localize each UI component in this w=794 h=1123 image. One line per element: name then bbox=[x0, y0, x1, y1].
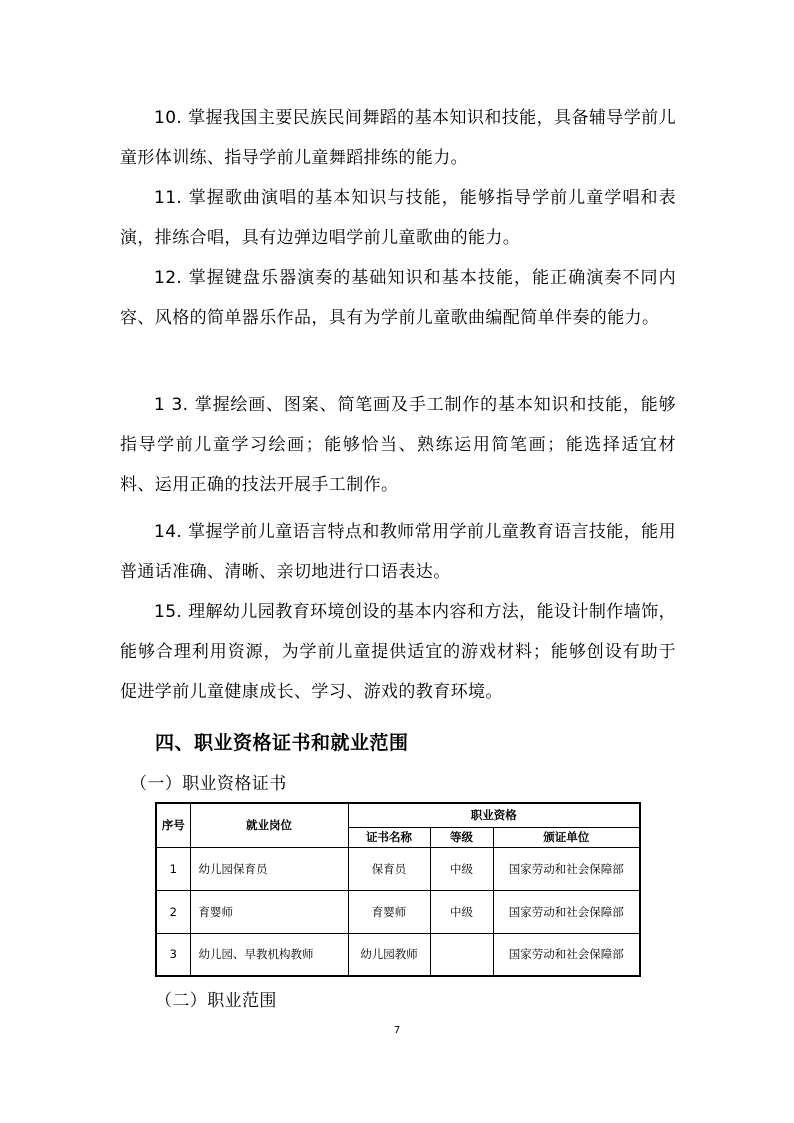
paragraph-14: 14. 掌握学前儿童语言特点和教师常用学前儿童教育语言技能，能用普通话准确、清晰、亲切地进行口语表达。 bbox=[120, 522, 676, 582]
cell-cert-name: 保育员 bbox=[348, 847, 430, 890]
cell-post: 幼儿园、早教机构教师 bbox=[190, 933, 348, 976]
page-number: 7 bbox=[393, 1025, 401, 1036]
header-qualification: 职业资格 bbox=[348, 803, 640, 827]
header-issuer: 颁证单位 bbox=[493, 827, 640, 847]
cell-cert-name: 幼儿园教师 bbox=[348, 933, 430, 976]
header-level: 等级 bbox=[430, 827, 493, 847]
table-row bbox=[156, 890, 640, 933]
paragraph-11: 11. 掌握歌曲演唱的基本知识与技能，能够指导学前儿童学唱和表演，排练合唱，具有边弹边唱学前儿童歌曲的能力。 bbox=[120, 188, 676, 248]
cell-level: 中级 bbox=[430, 890, 493, 933]
cell-level bbox=[430, 933, 493, 976]
cell-level: 中级 bbox=[430, 847, 493, 890]
header-cert-name: 证书名称 bbox=[348, 827, 430, 847]
paragraph-12: 12. 掌握键盘乐器演奏的基础知识和基本技能，能正确演奏不同内容、风格的简单器乐作品，具有为学前儿童歌曲编配简单伴奏的能力。 bbox=[120, 268, 676, 328]
cell-issuer: 国家劳动和社会保障部 bbox=[493, 933, 640, 976]
paragraph-13: 1 3. 掌握绘画、图案、简笔画及手工制作的基本知识和技能，能够指导学前儿童学习绘画；能够恰当、熟练运用简笔画；能选择适宜材料、运用正确的技法开展手工制作。 bbox=[120, 395, 676, 495]
header-seq: 序号 bbox=[156, 803, 190, 847]
cell-seq: 1 bbox=[156, 847, 190, 890]
cell-post: 育婴师 bbox=[190, 890, 348, 933]
cell-seq: 2 bbox=[156, 890, 190, 933]
qualification-table bbox=[155, 802, 641, 977]
subsection-heading-scope: （二）职业范围 bbox=[155, 991, 277, 1011]
table-header-row bbox=[156, 803, 640, 827]
paragraph-10: 10. 掌握我国主要民族民间舞蹈的基本知识和技能，具备辅导学前儿童形体训练、指导学前儿童舞蹈排练的能力。 bbox=[120, 108, 676, 168]
cell-seq: 3 bbox=[156, 933, 190, 976]
section-heading: 四、职业资格证书和就业范围 bbox=[155, 732, 409, 754]
header-post: 就业岗位 bbox=[190, 803, 348, 847]
paragraph-15: 15. 理解幼儿园教育环境创设的基本内容和方法，能设计制作墙饰，能够合理利用资源，为学前儿童提供适宜的游戏材料；能够创设有助于促进学前儿童健康成长、学习、游戏的教育环境。 bbox=[120, 602, 676, 702]
cell-post: 幼儿园保育员 bbox=[190, 847, 348, 890]
table-row bbox=[156, 847, 640, 890]
cell-issuer: 国家劳动和社会保障部 bbox=[493, 890, 640, 933]
subsection-heading-certificates: （一）职业资格证书 bbox=[130, 774, 287, 794]
cell-cert-name: 育婴师 bbox=[348, 890, 430, 933]
table-row bbox=[156, 933, 640, 976]
cell-issuer: 国家劳动和社会保障部 bbox=[493, 847, 640, 890]
